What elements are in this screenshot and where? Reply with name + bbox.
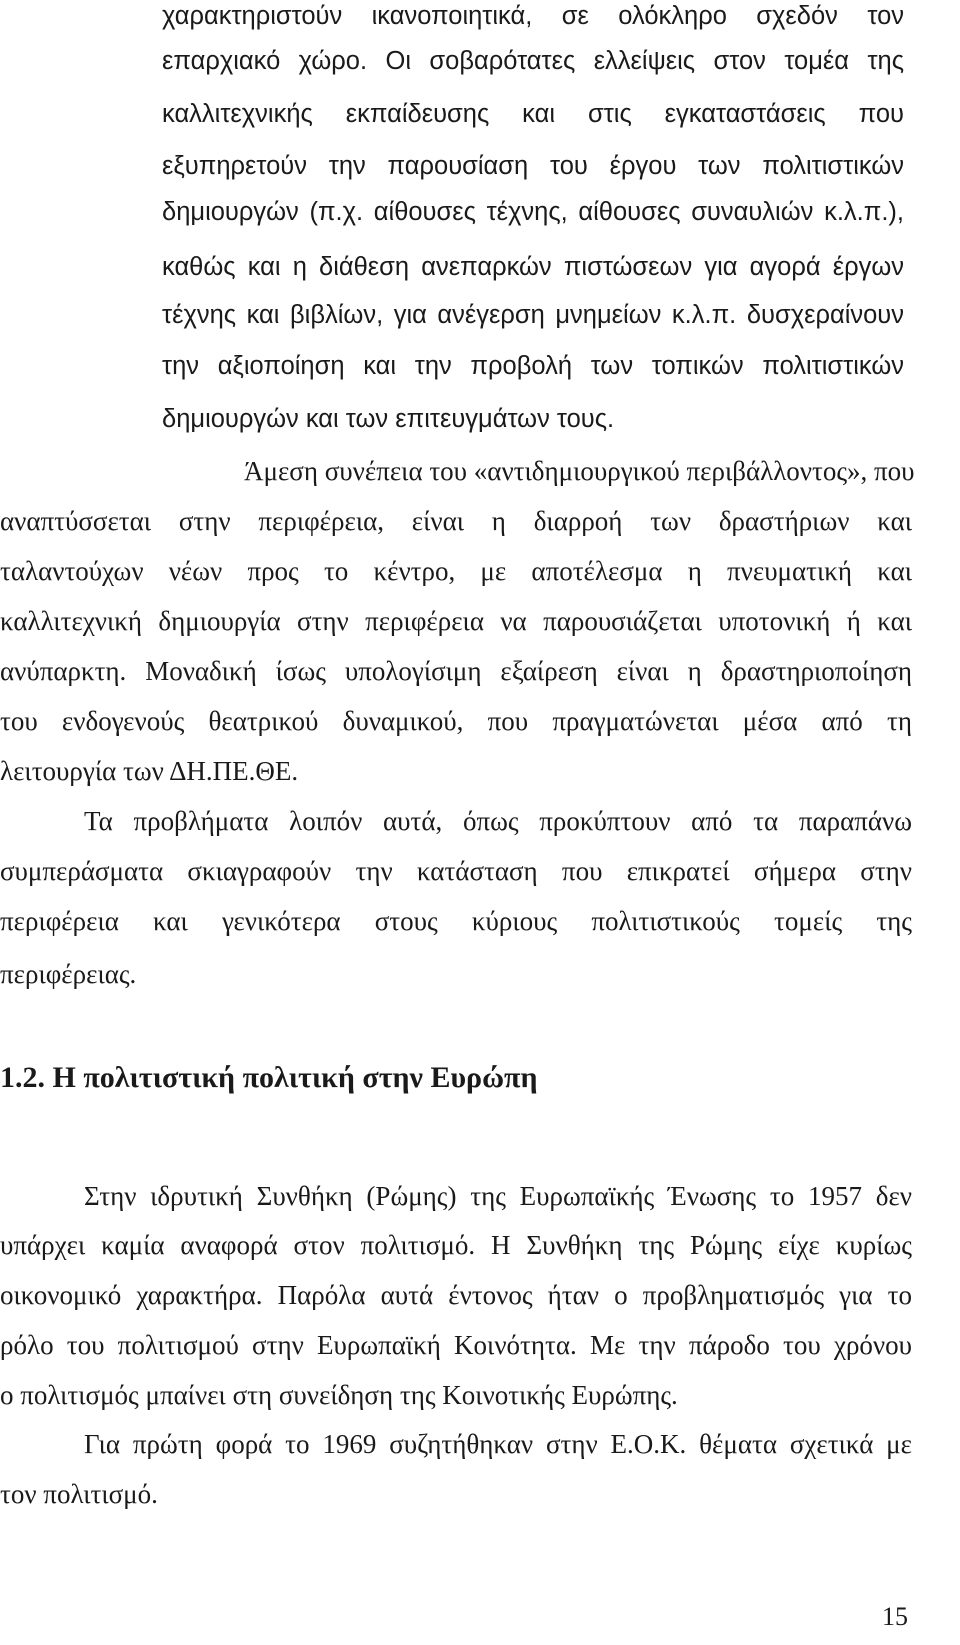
paragraph-line: δημιουργών (π.χ. αίθουσες τέχνης, αίθουσες συναυλιών κ.λ.π.), xyxy=(162,198,904,226)
paragraph-line: περιφέρεια και γενικότερα στους κύριους πολιτιστικούς τομείς της xyxy=(0,906,912,936)
paragraph-line: ρόλο του πολιτισμού στην Ευρωπαϊκή Κοινότητα. Με την πάροδο του χρόνου xyxy=(0,1330,912,1360)
paragraph-line: οικονομικό χαρακτήρα. Παρόλα αυτά έντονος ήταν ο προβληματισμός για το xyxy=(0,1280,912,1310)
paragraph-line: ο πολιτισμός μπαίνει στη συνείδηση της Κοινοτικής Ευρώπης. xyxy=(0,1380,678,1410)
paragraph-line: συμπεράσματα σκιαγραφούν την κατάσταση που επικρατεί σήμερα στην xyxy=(0,856,912,886)
paragraph-line: Στην ιδρυτική Συνθήκη (Ρώμης) της Ευρωπαϊκής Ένωσης το 1957 δεν xyxy=(84,1181,912,1211)
page-number: 15 xyxy=(882,1602,908,1631)
paragraph-line: υπάρχει καμία αναφορά στον πολιτισμό. Η Συνθήκη της Ρώμης είχε κυρίως xyxy=(0,1230,912,1260)
paragraph-line: καλλιτεχνικής εκπαίδευσης και στις εγκαταστάσεις που xyxy=(162,100,904,128)
paragraph-line: λειτουργία των ΔΗ.ΠΕ.ΘΕ. xyxy=(0,756,299,786)
paragraph-line: Τα προβλήματα λοιπόν αυτά, όπως προκύπτουν από τα παραπάνω xyxy=(84,806,912,836)
paragraph-line: δημιουργών και των επιτευγμάτων τους. xyxy=(162,405,615,433)
paragraph-line: αναπτύσσεται στην περιφέρεια, είναι η διαρροή των δραστήριων και xyxy=(0,506,912,536)
paragraph-line: εξυπηρετούν την παρουσίαση του έργου των πολιτιστικών xyxy=(162,152,904,180)
paragraph-line: ανύπαρκτη. Μοναδική ίσως υπολογίσιμη εξαίρεση είναι η δραστηριοποίηση xyxy=(0,656,912,686)
paragraph-line: επαρχιακό χώρο. Οι σοβαρότατες ελλείψεις στον τομέα της xyxy=(162,47,904,75)
paragraph-line: τον πολιτισμό. xyxy=(0,1479,158,1509)
paragraph-line: ταλαντούχων νέων προς το κέντρο, με αποτέλεσμα η πνευματική και xyxy=(0,556,912,586)
paragraph-line: περιφέρειας. xyxy=(0,959,137,989)
paragraph-line: την αξιοποίηση και την προβολή των τοπικών πολιτιστικών xyxy=(162,352,904,380)
paragraph-line: καλλιτεχνική δημιουργία στην περιφέρεια να παρουσιάζεται υποτονική ή και xyxy=(0,606,912,636)
paragraph-line: καθώς και η διάθεση ανεπαρκών πιστώσεων για αγορά έργων xyxy=(162,253,904,281)
paragraph-line: Για πρώτη φορά το 1969 συζητήθηκαν στην Ε.Ο.Κ. θέματα σχετικά με xyxy=(84,1429,912,1459)
paragraph-line: τέχνης και βιβλίων, για ανέγερση μνημείων κ.λ.π. δυσχεραίνουν xyxy=(162,301,904,329)
section-heading: 1.2. Η πολιτιστική πολιτική στην Ευρώπη xyxy=(0,1061,538,1094)
paragraph-line: Άμεση συνέπεια του «αντιδημιουργικού περιβάλλοντος», που xyxy=(244,456,915,486)
paragraph-line: του ενδογενούς θεατρικού δυναμικού, που πραγματώνεται μέσα από τη xyxy=(0,706,912,736)
paragraph-line: χαρακτηριστούν ικανοποιητικά, σε ολόκληρο σχεδόν τον xyxy=(162,2,904,30)
